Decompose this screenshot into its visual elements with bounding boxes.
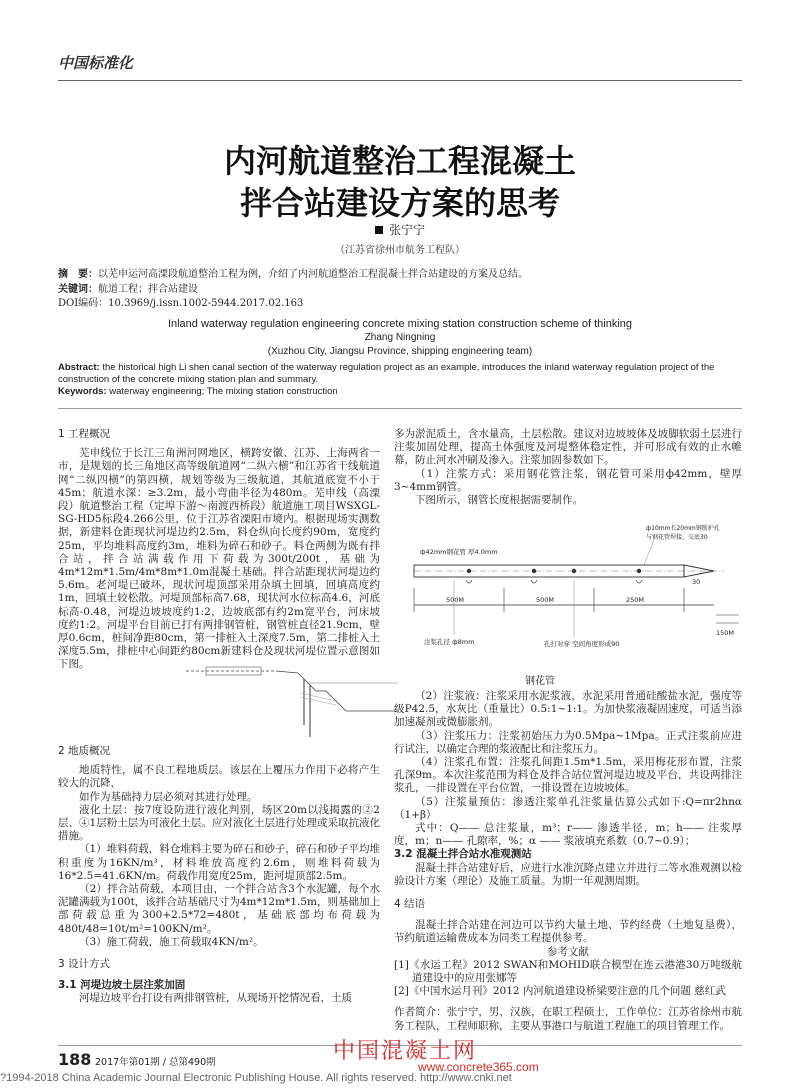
section-2-title: 2 地质概况 bbox=[58, 745, 111, 757]
figure-caption: 钢花管 bbox=[525, 676, 555, 687]
right-p4: （2）注浆液：注浆采用水泥浆液，水泥采用普通硅酸盐水泥，强度等级P42.5，水灰比（重量比）0.5:1~1:1。为加快浆液凝固速度，可适当添加速凝剂或微膨胀剂。 bbox=[394, 690, 742, 729]
cn-abstract-label: 摘 要： bbox=[58, 269, 98, 280]
page-number: 188 bbox=[58, 1050, 92, 1069]
right-p1: 多为淤泥质土，含水量高，土层松散。建议对边坡坡体及坡脚软弱土层进行注浆加固处理，提高土体强度及河堤整体稳定性，并可形成有效的止水帷幕，防止河水冲刷及渗入。注浆加固参数如下。 bbox=[394, 428, 742, 467]
en-keywords-text: waterway engineering; The mixing station construction bbox=[109, 386, 338, 397]
copyright-notice: ?1994-2018 China Academic Journal Electronic Publishing House. All rights reserved. http://www.cnki.net bbox=[0, 1072, 512, 1084]
cn-keywords-label: 关键词： bbox=[58, 284, 98, 295]
dim-500-a: 500M bbox=[446, 596, 465, 604]
right-p2: （1）注浆方式：采用钢花管注浆，钢花管可采用ф42mm，壁厚3~4mm钢管。 bbox=[394, 467, 742, 493]
hole-note-1: ф10mm长20mm钢筋护孔 bbox=[646, 525, 720, 532]
section-1-title: 1 工程概况 bbox=[58, 428, 111, 440]
dim-500-b: 500M bbox=[536, 596, 555, 604]
abstract-rule bbox=[58, 408, 742, 409]
title-line-2: 拌合站建设方案的思考 bbox=[239, 184, 560, 222]
author-bio: 作者简介：张宁宁，男，汉族，在职工程硕士，工作单位：江苏省徐州市航务工程队，工程师职称，主要从事港口与航道工程施工的项目管理工作。 bbox=[394, 1006, 742, 1032]
right-column-bottom bbox=[394, 690, 742, 1033]
doi bbox=[58, 297, 742, 311]
doi-label: DOI编码： bbox=[58, 298, 109, 309]
section-3-2-title: 3.2 混凝土拌合站水准观测站 bbox=[394, 848, 532, 861]
right-p5: （3）注浆压力：注浆初始压力为0.5Mpa~1Mpa。正式注浆前应进行试注，以确定合理的浆液配比和注浆压力。 bbox=[394, 729, 742, 755]
en-abstract-label: Abstract: bbox=[58, 362, 100, 373]
hole-diameter-label: 注浆孔径 ф8mm bbox=[424, 638, 475, 646]
en-affiliation: (Xuzhou City, Jiangsu Province, shipping engineering team) bbox=[267, 346, 533, 357]
section-2-p2: 如作为基础持力层必须对其进行处理。 bbox=[79, 790, 258, 803]
dim-30: 30 bbox=[692, 578, 701, 586]
dim-150: 150M bbox=[716, 629, 735, 637]
title-line-1: 内河航道整治工程混凝土 bbox=[223, 142, 576, 180]
reference-2: [2]《中国水运月刊》2012 内河航道建设桥梁要注意的几个问题 慈红武 bbox=[394, 985, 726, 998]
section-4-title: 4 结语 bbox=[394, 898, 426, 911]
cn-keywords bbox=[58, 283, 742, 297]
en-title: Inland waterway regulation engineering concrete mixing station construction scheme of thinking bbox=[167, 318, 633, 330]
header-rule bbox=[58, 80, 742, 81]
right-column-top bbox=[394, 428, 742, 507]
section-1-paragraph: 芜申线位于长江三角洲河网地区，横跨安徽、江苏、上海两省一市，是规划的长三角地区高等级航道网“二纵六横”和江苏省干线航道网“二纵四横”的第四横，规划等级为三级航道，其航道底宽不小于45m；航道水深：≥3.2m，最小弯曲半径为480m。芜申线（高溧段）航道整治工程（定埠下游～南渡西桥段）航道施工项目WSXGL-SG-HD5标段4.266公里，位于江苏省溧阳市境内。根据现场实测数据，新建料仓距现状河堤边约2.5m，料仓纵向长度约90m，宽度约25m，平均堆料高度约3m，堆料为碎石和砂子。料仓两侧为既有拌合站，拌合站满载作用下荷载为300t/200t，基础为4m*12m*1.5m/4m*8m*1.0m混凝土基础。拌合站距现状河堤边约5.6m。老河堤已破坏，现状河堤顶部采用杂填土回填，回填高度约1m，回填土较松散。河堤顶部标高7.68，现状河水位标高4.6，河底标高-0.48，河堤边坡坡度约1:2，边坡底部有约2m宽平台，河床坡度约1:2。河堤平台目前已打有两排钢管桩，钢管桩直径21.9cm，壁厚0.6cm，桩间净距80cm，第一排桩入土深度7.5m，第二排桩入土深度5.5m，排桩中心间距约80cm新建料仓及现状河堤位置示意图如下图。 bbox=[58, 447, 380, 671]
section-3-2-p1: 混凝土拌合站建好后，应进行水准沉降点建立并进行二等水准观测以检验设计方案（理论）及施工质量。为期一年观测周期。 bbox=[394, 861, 742, 887]
section-3-1-p1: 河堤边坡平台打设有两排钢管桩，从现场开挖情况看，土质 bbox=[79, 992, 352, 1005]
section-2-p1: 地质特性，属不良工程地质层。该层在上覆压力作用下必将产生较大的沉降， bbox=[58, 764, 380, 790]
references-title: 参考文献 bbox=[547, 945, 589, 958]
right-p3: 下图所示，钢管长度根据需要制作。 bbox=[415, 494, 583, 507]
author-square-icon bbox=[375, 226, 383, 234]
section-2-p5: （2）拌合站荷载，本项目由，一个拌合站含3个水泥罐，每个水泥罐满载为100t，该拌合站基础尺寸为4m*12m*1.5m，则基础加上部荷载总重为300+2.5*72=480t，基础底部均布荷载为480t/48=10t/m²=100KN/m²。 bbox=[58, 883, 380, 935]
steel-pipe-diagram bbox=[394, 520, 744, 670]
reference-1: [1]《水运工程》2012 SWAN和MOHID联合模型在连云港港30万吨级航道建设中的应用张娜等 bbox=[394, 958, 742, 985]
right-p8: 式中：Q—— 总注浆量，m³；r—— 渗透半径，m；h—— 注浆厚度，m；n—— 孔隙率，%；α —— 浆液填充系数（0.7~0.9）； bbox=[394, 822, 742, 848]
stagger-note: 孔打对穿 空间角度形成90 bbox=[544, 640, 620, 648]
doi-value: 10.3969/j.issn.1002-5944.2017.02.163 bbox=[108, 298, 304, 309]
journal-name: 中国标准化 bbox=[58, 54, 134, 72]
section-2-p3: 液化土层：按7度设防进行液化判别，场区20m以浅揭露的②2层、④1层粉土层为可液化土层。应对液化土层进行处理或采取抗液化措施。 bbox=[58, 803, 380, 843]
author-affiliation: （江苏省徐州市航务工程队） bbox=[335, 245, 465, 256]
right-p6: （4）注浆孔布置：注浆孔间距1.5m*1.5m，采用梅花形布置，注浆孔深9m。本次注浆范围为料仓及拌合站位置河堤边坡及平台，共设两排注浆孔，一排设置在平台位置，一排设置在边坡坡体。 bbox=[394, 756, 742, 795]
cn-abstract bbox=[58, 268, 742, 282]
section-2-p6: （3）施工荷载，施工荷载取4KN/m²。 bbox=[79, 935, 264, 948]
watermark-logo: 中国混凝土网 bbox=[333, 1039, 478, 1064]
watermark-url: www.concrete365.com bbox=[418, 1060, 539, 1074]
section-3-title: 3 设计方式 bbox=[58, 958, 111, 971]
en-keywords bbox=[58, 386, 748, 397]
dim-250: 250M bbox=[626, 596, 645, 604]
embankment-diagram bbox=[186, 665, 398, 743]
left-column-bottom bbox=[58, 745, 380, 1006]
section-3-1-title: 3.1 河堤边坡土层注浆加固 bbox=[58, 979, 186, 992]
author-line bbox=[0, 221, 800, 238]
section-2-p4: （1）堆料荷载，料仓堆料主要为碎石和砂子，碎石和砂子平均堆积重度为16KN/m³，材料堆放高度约2.6m，则堆料荷载为16*2.5=41.6KN/m。荷载作用宽度25m，距河堤顶部2.5m。 bbox=[58, 843, 380, 882]
article-title bbox=[0, 140, 800, 224]
cn-abstract-text: 以芜申运河高溧段航道整治工程为例，介绍了内河航道整治工程混凝土拌合站建设的方案及总结。 bbox=[98, 269, 528, 280]
hole-note-2: 与钢花管焊接，交底30 bbox=[646, 534, 708, 541]
cn-keywords-text: 航道工程；拌合站建设 bbox=[98, 284, 198, 295]
author-name: 张宁宁 bbox=[388, 223, 425, 237]
right-p7: （5）注浆量预估：渗透注浆单孔注浆量估算公式如下:Q=πr2hnα（1+β） bbox=[394, 795, 742, 821]
en-keywords-label: Keywords: bbox=[58, 386, 107, 397]
section-4-p1: 混凝土拌合站建在河边可以节约大量土地、节约经费（土地复垦费），节约航道运输费成本为同类工程提供参考。 bbox=[394, 919, 742, 945]
left-column-top bbox=[58, 428, 380, 672]
en-author: Zhang Ningning bbox=[364, 332, 436, 343]
pipe-label: ф42mm钢花管 厚4.0mm bbox=[420, 548, 498, 556]
en-abstract-text: the historical high Li shen canal section of the waterway regulation project as an example, introduces the inland waterway regulation project of the construction of the concrete mixing station plan and summary. bbox=[58, 362, 715, 385]
en-abstract bbox=[58, 362, 748, 386]
issue-info: 2017年第01期 / 总第490期 bbox=[95, 1057, 216, 1068]
